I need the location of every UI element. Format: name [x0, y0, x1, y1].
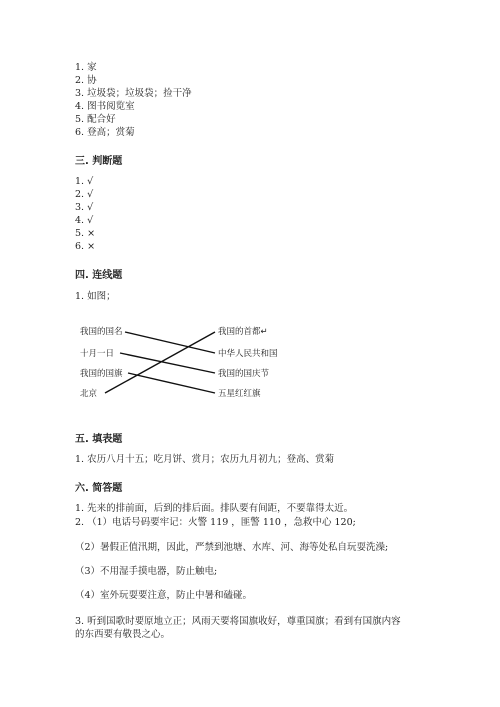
short-answer-3-line-1: 3. 听到国歌时要原地立正；风雨天要将国旗收好，尊重国旗；看到有国旗内容 [75, 616, 401, 627]
judge-item-2: 2. √ [75, 189, 94, 200]
section-3-title: 三. 判断题 [75, 156, 123, 167]
right-item-prc: 中华人民共和国 [218, 349, 278, 359]
right-item-five-star-flag: 五星红红旗 [218, 389, 261, 399]
judge-item-6: 6. × [75, 241, 96, 252]
connector-line-4 [105, 332, 215, 393]
judge-item-4: 4. √ [75, 215, 94, 226]
left-item-beijing: 北京 [80, 389, 98, 399]
short-answer-2-1: 2. （1）电话号码要牢记：火警 119 ，匪警 110 ，急救中心 120; [75, 517, 356, 528]
short-answer-2-4: （4）室外玩耍要注意，防止中暑和磕碰。 [75, 590, 253, 601]
left-item-national-name: 我国的国名 [80, 327, 123, 337]
connector-line-2 [120, 353, 215, 373]
answer-line-3: 3. 垃圾袋；垃圾袋；捡干净 [75, 88, 192, 99]
fill-table-answer: 1. 农历八月十五；吃月饼、赏月；农历九月初九；登高、赏菊 [75, 454, 335, 465]
short-answer-2-2: （2）暑假正值汛期，因此，严禁到池塘、水库、河、海等处私自玩耍洗澡; [75, 542, 389, 553]
matching-intro: 1. 如图； [75, 291, 116, 302]
answer-line-1: 1. 家 [75, 62, 97, 73]
short-answer-1: 1. 先来的排前面，后到的排后面。排队要有间距，不要靠得太近。 [75, 503, 354, 514]
short-answer-2-3: （3）不用湿手摸电器，防止触电; [75, 566, 218, 577]
right-item-national-day: 我国的国庆节 [218, 369, 270, 379]
judge-item-3: 3. √ [75, 202, 94, 213]
left-item-oct-first: 十月一日 [80, 349, 115, 359]
connector-line-3 [128, 373, 215, 393]
section-6-title: 六. 简答题 [75, 483, 123, 494]
answer-line-2: 2. 协 [75, 75, 97, 86]
right-item-capital: 我国的首都↵ [218, 327, 268, 337]
answer-line-6: 6. 登高；赏菊 [75, 127, 135, 138]
answer-line-5: 5. 配合好 [75, 114, 116, 125]
judge-item-5: 5. × [75, 228, 96, 239]
connector-line-1 [125, 332, 215, 353]
answer-line-4: 4. 图书阅览室 [75, 101, 135, 112]
section-4-title: 四. 连线题 [75, 270, 123, 281]
section-5-title: 五. 填表题 [75, 434, 123, 445]
judge-item-1: 1. √ [75, 176, 94, 187]
short-answer-3-line-2: 的东西要有敬畏之心。 [75, 629, 171, 640]
left-item-national-flag: 我国的国旗 [80, 369, 123, 379]
